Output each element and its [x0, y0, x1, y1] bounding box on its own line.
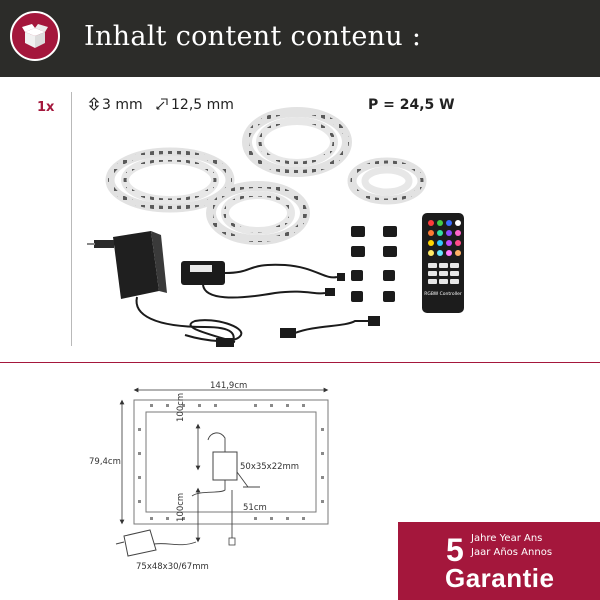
thickness-value: 3 mm [102, 97, 143, 113]
strip-height-label: 79,4cm [89, 457, 121, 467]
divider-vertical [71, 92, 72, 346]
remote-label: RGBW Controller [424, 292, 462, 297]
lead-length-label: 51cm [243, 503, 267, 513]
guarantee-badge [398, 522, 600, 600]
power-spec: P = 24,5 W [368, 97, 455, 113]
open-box-icon [10, 11, 60, 61]
led-strip-roll [352, 162, 422, 200]
led-strip-roll [211, 186, 305, 240]
guarantee-word: Garantie [445, 563, 555, 593]
remote-control [422, 213, 464, 313]
power-adapter [87, 231, 234, 343]
page-title: Inhalt content contenu : [84, 21, 422, 52]
adapter-size-label: 75x48x30/67mm [136, 562, 209, 572]
quantity-label: 1x [37, 100, 55, 115]
guarantee-years: 5 [446, 532, 464, 568]
corner-connectors [351, 226, 397, 302]
dimension-diagram [70, 372, 390, 587]
header-bar [0, 0, 600, 77]
guarantee-text-line2: Jaar Años Annos [471, 547, 553, 558]
controller-size-label: 50x35x22mm [240, 462, 300, 472]
guarantee-text-line1: Jahre Year Ans [471, 533, 543, 544]
width-value: 12,5 mm [171, 97, 234, 113]
controller-box [181, 261, 345, 298]
cable-length-label: 100cm [176, 492, 186, 522]
strip-length-label: 141,9cm [210, 381, 248, 391]
product-illustration [85, 95, 462, 360]
led-strip-roll [247, 112, 347, 172]
cable-length-label: 100cm [176, 392, 186, 422]
section-divider [0, 362, 600, 363]
connector-cable [185, 317, 379, 346]
